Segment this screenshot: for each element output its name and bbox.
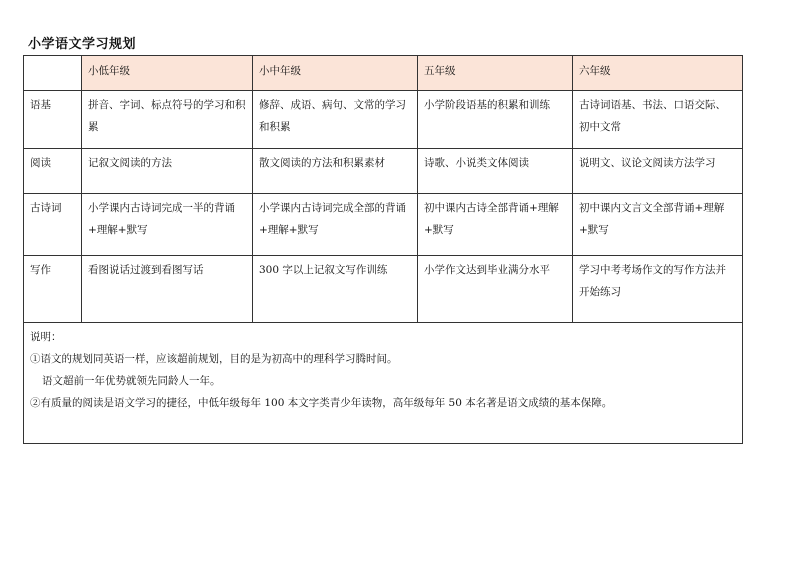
table-row bbox=[24, 256, 743, 323]
table-cell: 拼音、字词、标点符号的学习和积累 bbox=[82, 91, 253, 149]
header-grade-five: 五年级 bbox=[418, 56, 573, 91]
table-cell: 说明文、议论文阅读方法学习 bbox=[573, 149, 743, 194]
notes-line-3: ②有质量的阅读是语文学习的捷径，中低年级每年 100 本文字类青少年读物，高年级每年 50 本名著是语文成绩的基本保障。 bbox=[30, 397, 613, 409]
corner-cell bbox=[24, 56, 82, 91]
table-cell: 诗歌、小说类文体阅读 bbox=[418, 149, 573, 194]
table-cell: 300 字以上记叙文写作训练 bbox=[253, 256, 418, 323]
row-subject: 写作 bbox=[24, 256, 82, 323]
table-cell: 小学作文达到毕业满分水平 bbox=[418, 256, 573, 323]
header-grade-middle: 小中年级 bbox=[253, 56, 418, 91]
notes-cell bbox=[24, 323, 743, 444]
table-cell: 学习中考考场作文的写作方法并开始练习 bbox=[573, 256, 743, 323]
table-header-row bbox=[24, 56, 743, 91]
table-row bbox=[24, 149, 743, 194]
notes-line-1: ①语文的规划同英语一样，应该超前规划，目的是为初高中的理科学习腾时间。 bbox=[30, 353, 398, 365]
notes-heading: 说明： bbox=[30, 331, 62, 343]
table-cell: 修辞、成语、病句、文常的学习和积累 bbox=[253, 91, 418, 149]
table-cell: 小学阶段语基的积累和训练 bbox=[418, 91, 573, 149]
table-cell: 初中课内古诗全部背诵+理解+默写 bbox=[418, 194, 573, 256]
table-cell: 散文阅读的方法和积累素材 bbox=[253, 149, 418, 194]
row-subject: 阅读 bbox=[24, 149, 82, 194]
notes-row bbox=[24, 323, 743, 444]
table-cell: 看图说话过渡到看图写话 bbox=[82, 256, 253, 323]
table-cell: 初中课内文言文全部背诵+理解+默写 bbox=[573, 194, 743, 256]
notes-line-2: 语文超前一年优势就领先同龄人一年。 bbox=[42, 375, 221, 387]
table-cell: 记叙文阅读的方法 bbox=[82, 149, 253, 194]
table-cell: 小学课内古诗词完成全部的背诵+理解+默写 bbox=[253, 194, 418, 256]
table-row bbox=[24, 91, 743, 149]
table-row bbox=[24, 194, 743, 256]
table-cell: 古诗词语基、书法、口语交际、初中文常 bbox=[573, 91, 743, 149]
header-grade-lower: 小低年级 bbox=[82, 56, 253, 91]
header-grade-six: 六年级 bbox=[573, 56, 743, 91]
row-subject: 语基 bbox=[24, 91, 82, 149]
study-plan-table bbox=[23, 55, 743, 444]
page-title: 小学语文学习规划 bbox=[28, 37, 137, 52]
row-subject: 古诗词 bbox=[24, 194, 82, 256]
table-cell: 小学课内古诗词完成一半的背诵+理解+默写 bbox=[82, 194, 253, 256]
